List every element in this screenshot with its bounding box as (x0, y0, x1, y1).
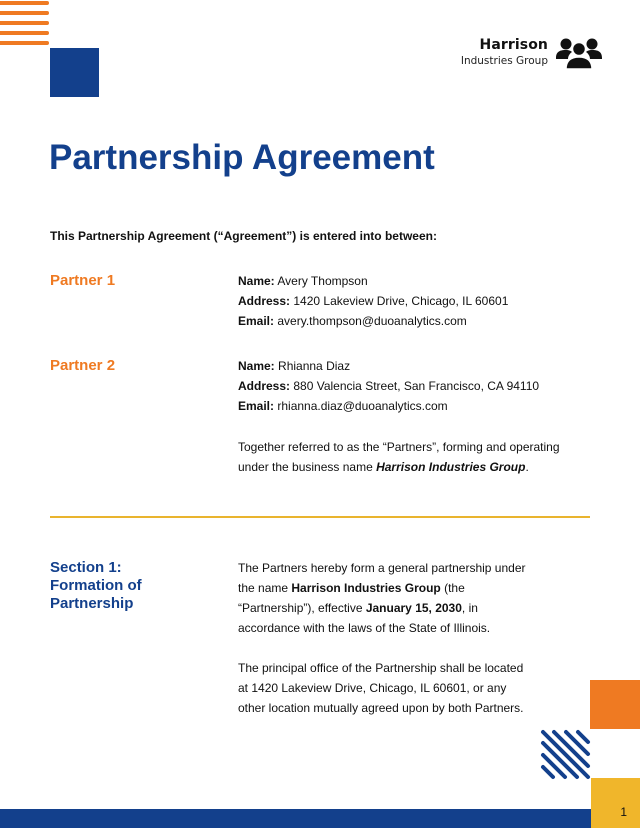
address-label: Address: (238, 294, 291, 308)
page-number: 1 (620, 805, 627, 819)
partner-1-address-line (238, 291, 508, 311)
page-number-box (591, 778, 640, 828)
partner-2-label: Partner 2 (50, 357, 116, 374)
brand-logo-text (461, 37, 548, 67)
section-1-paragraph-1 (238, 558, 538, 638)
section-1-paragraph-2 (238, 658, 538, 718)
s1p1-line-2-suffix: (the (440, 581, 465, 595)
footer-bar (0, 809, 591, 828)
s1p1-line-3-suffix: , in (461, 601, 478, 615)
together-line-2 (238, 457, 560, 477)
s1p1-line-3-prefix: “Partnership”), effective (238, 601, 366, 615)
effective-date: January 15, 2030 (365, 601, 462, 615)
section-1-heading (50, 559, 190, 613)
page-title: Partnership Agreement (49, 138, 435, 177)
partner-2-email-line (238, 396, 539, 416)
address-label: Address: (238, 379, 291, 393)
partner-1-details (238, 271, 508, 331)
s1p1-line-3 (238, 598, 538, 618)
name-label: Name: (238, 359, 275, 373)
navy-square-decoration (50, 48, 99, 97)
partner-1-label: Partner 1 (50, 272, 116, 289)
s1p2-line-2: at 1420 Lakeview Drive, Chicago, IL 60601, or any (238, 681, 507, 695)
partner-2-name-line (238, 356, 539, 376)
partner-2-email: rhianna.diaz@duoanalytics.com (277, 399, 448, 413)
intro-text: This Partnership Agreement (“Agreement”) is entered into between: (50, 229, 437, 243)
people-group-icon (555, 36, 603, 70)
orange-stripes-decoration (0, 0, 50, 48)
together-line-2-suffix: . (525, 460, 529, 474)
partner-1-name-line (238, 271, 508, 291)
partner-1-address: 1420 Lakeview Drive, Chicago, IL 60601 (293, 294, 509, 308)
together-line-2-prefix: under the business name (238, 460, 377, 474)
partner-2-name: Rhianna Diaz (278, 359, 351, 373)
s1p2-line-3: other location mutually agreed upon by both Partners. (238, 701, 524, 715)
partner-1-email-line (238, 311, 508, 331)
email-label: Email: (238, 399, 275, 413)
s1p1-line-2 (238, 578, 538, 598)
business-name: Harrison Industries Group (376, 460, 526, 474)
brand-subtitle: Industries Group (460, 55, 548, 67)
section-1-heading-line-1: Section 1: (50, 559, 122, 576)
partner-2-details (238, 356, 539, 416)
s1p1-line-1: The Partners hereby form a general partnership under (238, 561, 526, 575)
partner-1-name: Avery Thompson (277, 274, 368, 288)
partner-1-email: avery.thompson@duoanalytics.com (277, 314, 467, 328)
s1p2-line-1: The principal office of the Partnership shall be located (238, 661, 524, 675)
section-1-heading-line-2: Formation of (50, 577, 142, 594)
partner-2-address-line (238, 376, 539, 396)
section-divider (50, 516, 590, 518)
together-line-1: Together referred to as the “Partners”, forming and operating (238, 440, 560, 454)
brand-name: Harrison (479, 37, 548, 53)
name-label: Name: (238, 274, 275, 288)
section-1-heading-line-3: Partnership (50, 595, 134, 612)
together-paragraph (238, 437, 560, 477)
email-label: Email: (238, 314, 275, 328)
s1p1-line-2-prefix: the name (238, 581, 292, 595)
orange-block-decoration (590, 680, 640, 729)
s1p1-business-name: Harrison Industries Group (291, 581, 441, 595)
partner-2-address: 880 Valencia Street, San Francisco, CA 94110 (293, 379, 540, 393)
diagonal-hatch-decoration (540, 729, 591, 780)
s1p1-line-4: accordance with the laws of the State of Illinois. (238, 621, 491, 635)
